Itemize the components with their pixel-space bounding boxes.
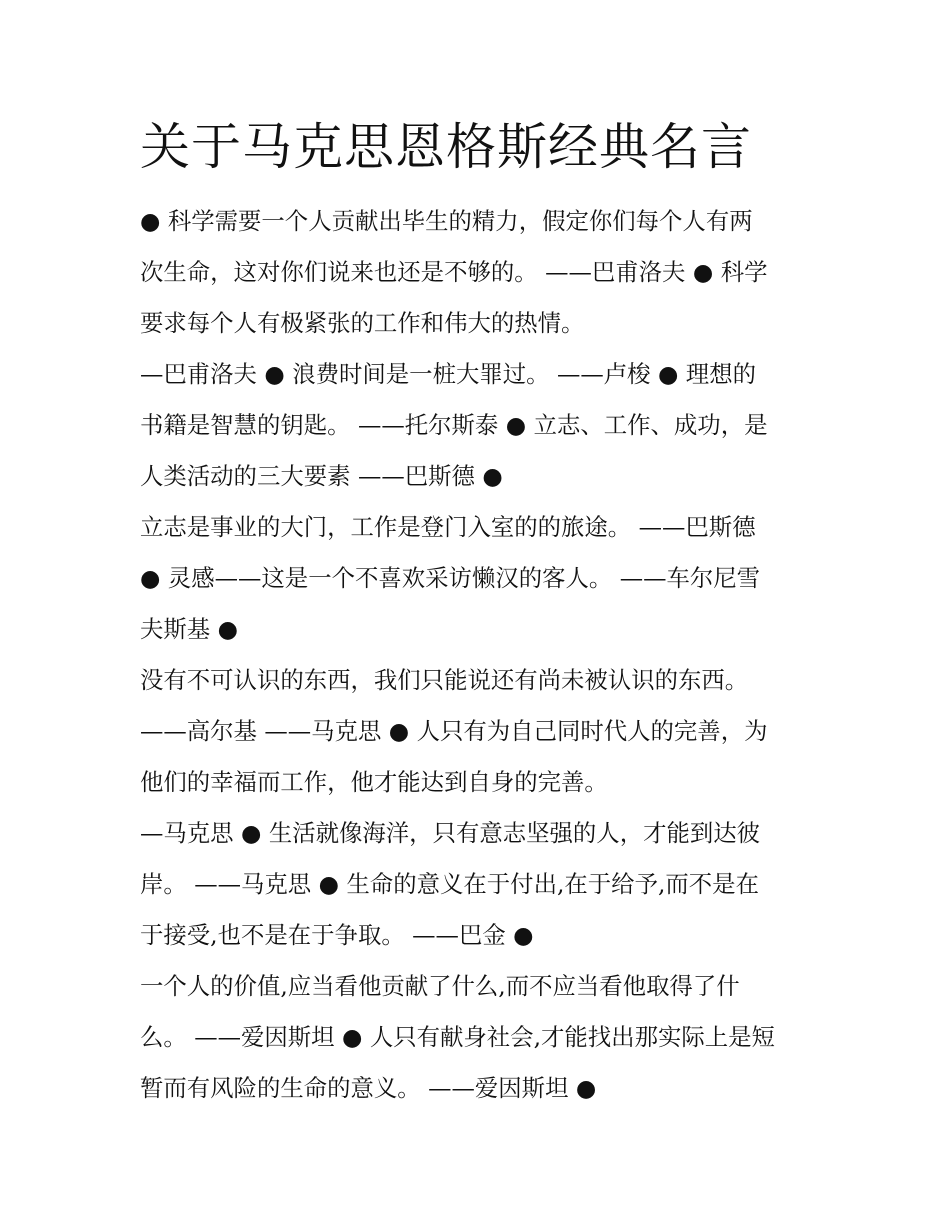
text-line: ——高尔基 ——马克思 ● 人只有为自己同时代人的完善，为	[140, 717, 768, 745]
text-line: —马克思 ● 生活就像海洋，只有意志坚强的人，才能到达彼	[140, 819, 761, 847]
text-line: 要求每个人有极紧张的工作和伟大的热情。	[140, 309, 585, 337]
text-line: 书籍是智慧的钥匙。 ——托尔斯泰 ● 立志、工作、成功，是	[140, 411, 768, 439]
text-line: —巴甫洛夫 ● 浪费时间是一桩大罪过。 ——卢梭 ● 理想的	[140, 360, 756, 388]
text-line: 次生命，这对你们说来也还是不够的。 ——巴甫洛夫 ● 科学	[140, 258, 768, 286]
text-line: 于接受,也不是在于争取。 ——巴金 ●	[140, 921, 534, 949]
text-line: ● 科学需要一个人贡献出毕生的精力，假定你们每个人有两	[140, 207, 753, 235]
text-line: 立志是事业的大门，工作是登门入室的的旅途。 ——巴斯德	[140, 513, 756, 541]
text-line: 么。 ——爱因斯坦 ● 人只有献身社会,才能找出那实际上是短	[140, 1023, 775, 1051]
text-line: 他们的幸福而工作，他才能达到自身的完善。	[140, 768, 608, 796]
text-line: 人类活动的三大要素 ——巴斯德 ●	[140, 462, 503, 490]
text-line: 一个人的价值,应当看他贡献了什么,而不应当看他取得了什	[140, 972, 740, 1000]
page-title: 关于马克思恩格斯经典名言	[140, 118, 752, 176]
text-line: 没有不可认识的东西，我们只能说还有尚未被认识的东西。	[140, 666, 749, 694]
text-line: 夫斯基 ●	[140, 615, 239, 643]
text-line: ● 灵感——这是一个不喜欢采访懒汉的客人。 ——车尔尼雪	[140, 564, 761, 592]
text-line: 暂而有风险的生命的意义。 ——爱因斯坦 ●	[140, 1074, 597, 1102]
text-line: 岸。 ——马克思 ● 生命的意义在于付出,在于给予,而不是在	[140, 870, 759, 898]
